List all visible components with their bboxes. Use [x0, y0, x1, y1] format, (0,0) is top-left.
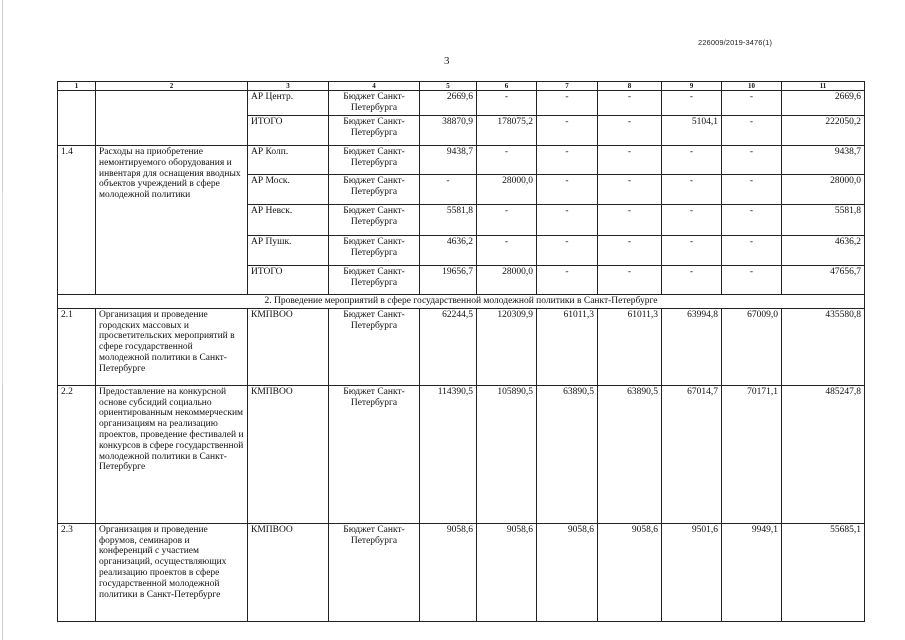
value-cell: 28000,0: [477, 175, 537, 205]
value-cell: 47656,7: [782, 266, 865, 295]
funding-source-cell: Бюджет Санкт-Петербурга: [329, 523, 420, 621]
table-row: [58, 385, 865, 523]
value-cell: -: [477, 236, 537, 266]
value-cell: -: [722, 116, 782, 146]
value-cell: 63890,5: [598, 385, 662, 523]
budget-table: [57, 81, 865, 622]
value-cell: 61011,3: [598, 308, 662, 385]
funding-source-cell: Бюджет Санкт-Петербурга: [329, 205, 420, 236]
value-cell: 9058,6: [477, 523, 537, 621]
value-cell: -: [722, 175, 782, 205]
value-cell: -: [662, 236, 722, 266]
scan-edge: [2, 0, 3, 640]
funding-source-cell: Бюджет Санкт-Петербурга: [329, 236, 420, 266]
column-number: 9: [662, 82, 722, 91]
value-cell: 9438,7: [420, 146, 477, 175]
value-cell: 70171,1: [722, 385, 782, 523]
value-cell: -: [537, 116, 598, 146]
value-cell: -: [598, 116, 662, 146]
value-cell: -: [598, 266, 662, 295]
table-row: [58, 146, 865, 175]
value-cell: 2669,6: [420, 91, 477, 116]
funding-source-cell: Бюджет Санкт-Петербурга: [329, 146, 420, 175]
row-number-cell: [58, 91, 96, 146]
executor-cell: АР Невск.: [248, 205, 329, 236]
activity-name-cell: Организация и проведение городских массовых и просветительских мероприятий в сфере государственной молодежной политики в Санкт-Петербурге: [96, 308, 248, 385]
value-cell: 67014,7: [662, 385, 722, 523]
value-cell: -: [598, 205, 662, 236]
value-cell: 114390,5: [420, 385, 477, 523]
table-row: [58, 91, 865, 116]
column-number: 10: [722, 82, 782, 91]
value-cell: -: [722, 146, 782, 175]
funding-source-cell: Бюджет Санкт-Петербурга: [329, 91, 420, 116]
value-cell: 4636,2: [782, 236, 865, 266]
value-cell: -: [477, 146, 537, 175]
funding-source-cell: Бюджет Санкт-Петербурга: [329, 116, 420, 146]
row-number-cell: 1.4: [58, 146, 96, 295]
value-cell: 5104,1: [662, 116, 722, 146]
value-cell: 61011,3: [537, 308, 598, 385]
column-number: 7: [537, 82, 598, 91]
value-cell: 63890,5: [537, 385, 598, 523]
document-id: 226009/2019-3476(1): [698, 38, 773, 47]
column-number-row: [58, 82, 865, 91]
page-number: 3: [444, 55, 450, 67]
executor-cell: ИТОГО: [248, 266, 329, 295]
value-cell: -: [598, 236, 662, 266]
executor-cell: АР Пушк.: [248, 236, 329, 266]
value-cell: -: [662, 205, 722, 236]
value-cell: 28000,0: [782, 175, 865, 205]
executor-cell: КМПВОО: [248, 308, 329, 385]
executor-cell: АР Колп.: [248, 146, 329, 175]
column-number: 11: [782, 82, 865, 91]
value-cell: -: [537, 146, 598, 175]
value-cell: 62244,5: [420, 308, 477, 385]
value-cell: 63994,8: [662, 308, 722, 385]
value-cell: 9058,6: [420, 523, 477, 621]
executor-cell: АР Центр.: [248, 91, 329, 116]
value-cell: -: [537, 236, 598, 266]
executor-cell: АР Моск.: [248, 175, 329, 205]
value-cell: 120309,9: [477, 308, 537, 385]
value-cell: -: [420, 175, 477, 205]
value-cell: 9438,7: [782, 146, 865, 175]
column-number: 8: [598, 82, 662, 91]
activity-name-cell: Предоставление на конкурсной основе субсидий социально ориентированным некоммерческим организациям на реализацию проектов, проведение фестивалей и конкурсов в сфере государственной молодежной политики в Санкт-Петербурге: [96, 385, 248, 523]
value-cell: 5581,8: [420, 205, 477, 236]
value-cell: -: [722, 236, 782, 266]
funding-source-cell: Бюджет Санкт-Петербурга: [329, 175, 420, 205]
value-cell: -: [537, 175, 598, 205]
value-cell: 28000,0: [477, 266, 537, 295]
value-cell: 19656,7: [420, 266, 477, 295]
value-cell: 435580,8: [782, 308, 865, 385]
value-cell: -: [662, 266, 722, 295]
activity-name-cell: [96, 91, 248, 146]
column-number: 1: [58, 82, 96, 91]
value-cell: 5581,8: [782, 205, 865, 236]
row-number-cell: 2.2: [58, 385, 96, 523]
value-cell: 9058,6: [598, 523, 662, 621]
section-title-row: [58, 295, 865, 309]
value-cell: -: [537, 91, 598, 116]
table-row: [58, 308, 865, 385]
column-number: 6: [477, 82, 537, 91]
value-cell: -: [477, 91, 537, 116]
value-cell: -: [537, 266, 598, 295]
row-number-cell: 2.1: [58, 308, 96, 385]
activity-name-cell: Расходы на приобретение немонтируемого оборудования и инвентаря для оснащения вводных объектов учреждений в сфере молодежной политики: [96, 146, 248, 295]
value-cell: 485247,8: [782, 385, 865, 523]
funding-source-cell: Бюджет Санкт-Петербурга: [329, 308, 420, 385]
value-cell: 105890,5: [477, 385, 537, 523]
value-cell: -: [598, 146, 662, 175]
value-cell: -: [537, 205, 598, 236]
value-cell: 2669,6: [782, 91, 865, 116]
value-cell: 38870,9: [420, 116, 477, 146]
column-number: 2: [96, 82, 248, 91]
value-cell: -: [477, 205, 537, 236]
executor-cell: КМПВОО: [248, 523, 329, 621]
value-cell: -: [598, 175, 662, 205]
value-cell: 9501,6: [662, 523, 722, 621]
funding-source-cell: Бюджет Санкт-Петербурга: [329, 385, 420, 523]
value-cell: 67009,0: [722, 308, 782, 385]
value-cell: -: [662, 146, 722, 175]
column-number: 3: [248, 82, 329, 91]
value-cell: -: [662, 91, 722, 116]
value-cell: 9949,1: [722, 523, 782, 621]
value-cell: 9058,6: [537, 523, 598, 621]
value-cell: -: [722, 91, 782, 116]
executor-cell: КМПВОО: [248, 385, 329, 523]
row-number-cell: 2.3: [58, 523, 96, 621]
executor-cell: ИТОГО: [248, 116, 329, 146]
value-cell: 4636,2: [420, 236, 477, 266]
value-cell: -: [598, 91, 662, 116]
value-cell: -: [662, 175, 722, 205]
value-cell: 178075,2: [477, 116, 537, 146]
value-cell: 222050,2: [782, 116, 865, 146]
column-number: 5: [420, 82, 477, 91]
section-title: 2. Проведение мероприятий в сфере государственной молодежной политики в Санкт-Петербурге: [58, 295, 865, 309]
activity-name-cell: Организация и проведение форумов, семинаров и конференций с участием организаций, осуществляющих реализацию проектов в сфере государственной молодежной политики в Санкт-Петербурге: [96, 523, 248, 621]
value-cell: 55685,1: [782, 523, 865, 621]
table-row: [58, 523, 865, 621]
value-cell: -: [722, 205, 782, 236]
value-cell: -: [722, 266, 782, 295]
funding-source-cell: Бюджет Санкт-Петербурга: [329, 266, 420, 295]
column-number: 4: [329, 82, 420, 91]
